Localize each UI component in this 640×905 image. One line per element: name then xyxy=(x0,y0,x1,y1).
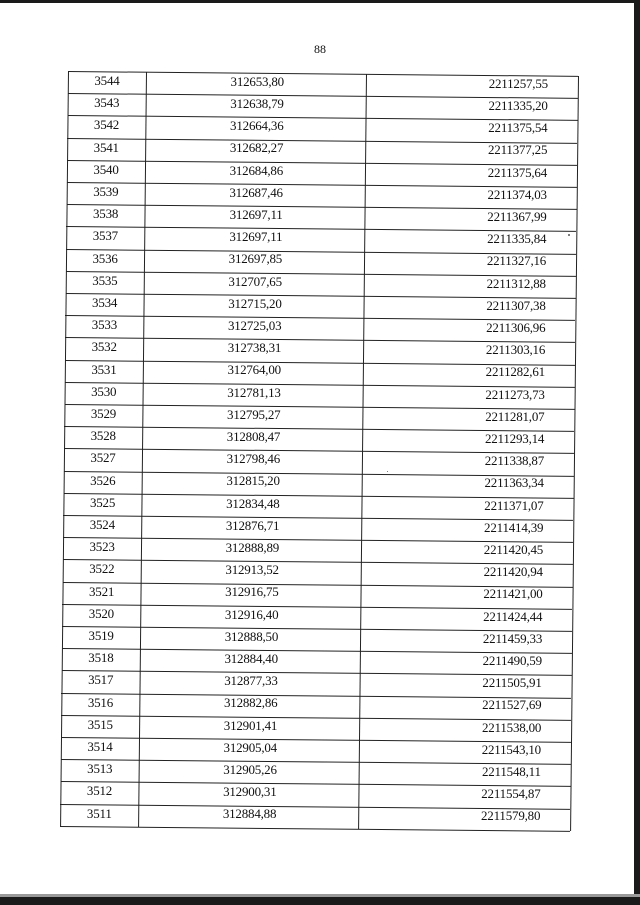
table-cell-x-coordinate: 312798,46 xyxy=(226,451,281,467)
table-cell-y-coordinate: 2211257,55 xyxy=(488,75,548,91)
table-cell-x-coordinate: 312888,89 xyxy=(225,539,280,555)
table-cell-y-coordinate: 2211375,54 xyxy=(488,120,548,136)
table-cell-point-number: 3512 xyxy=(86,783,113,799)
table-cell-point-number: 3524 xyxy=(89,517,115,533)
table-cell-y-coordinate: 2211420,45 xyxy=(483,542,544,558)
table-cell-y-coordinate: 2211554,87 xyxy=(481,786,541,802)
table-cell-y-coordinate: 2211420,94 xyxy=(483,564,543,580)
table-cell-point-number: 3515 xyxy=(87,716,113,732)
table-cell-x-coordinate: 312916,40 xyxy=(224,606,279,622)
table-cell-y-coordinate: 2211282,61 xyxy=(485,364,545,380)
table-cell-point-number: 3530 xyxy=(91,383,117,399)
table-cell-point-number: 3511 xyxy=(86,805,112,821)
table-cell-point-number: 3541 xyxy=(93,139,119,155)
table-cell-point-number: 3523 xyxy=(89,539,115,555)
table-cell-point-number: 3514 xyxy=(87,739,113,755)
table-cell-x-coordinate: 312653,80 xyxy=(230,73,284,89)
table-cell-x-coordinate: 312725,03 xyxy=(227,317,282,333)
table-cell-x-coordinate: 312913,52 xyxy=(225,562,279,578)
table-cell-point-number: 3518 xyxy=(88,650,114,666)
table-cell-x-coordinate: 312697,11 xyxy=(229,229,283,245)
table-cell-y-coordinate: 2211306,96 xyxy=(486,320,546,336)
table-cell-y-coordinate: 2211367,99 xyxy=(487,209,547,225)
table-cell-x-coordinate: 312905,04 xyxy=(223,739,277,755)
table-cell-x-coordinate: 312905,26 xyxy=(223,761,277,777)
table-cell-point-number: 3526 xyxy=(90,472,116,488)
table-cell-x-coordinate: 312882,86 xyxy=(223,695,278,711)
table-cell-point-number: 3521 xyxy=(89,583,115,599)
table-cell-x-coordinate: 312900,31 xyxy=(223,784,277,800)
table-cell-x-coordinate: 312901,41 xyxy=(223,717,278,733)
table-cell-point-number: 3520 xyxy=(88,605,114,621)
table-cell-x-coordinate: 312687,46 xyxy=(229,184,283,200)
table-cell-y-coordinate: 2211335,20 xyxy=(488,98,548,114)
table-cell-y-coordinate: 2211543,10 xyxy=(481,741,541,757)
table-cell-point-number: 3535 xyxy=(92,272,118,288)
table-cell-y-coordinate: 2211335,84 xyxy=(487,231,547,247)
table-cell-y-coordinate: 2211273,73 xyxy=(485,386,545,402)
table-cell-point-number: 3543 xyxy=(94,95,120,111)
table-cell-x-coordinate: 312808,47 xyxy=(226,428,281,444)
table-cell-y-coordinate: 2211490,59 xyxy=(482,653,542,669)
table-cell-y-coordinate: 2211377,25 xyxy=(487,142,548,158)
table-cell-point-number: 3534 xyxy=(92,295,118,311)
table-cell-x-coordinate: 312884,88 xyxy=(222,806,277,822)
scan-speck xyxy=(387,471,388,472)
table-cell-point-number: 3537 xyxy=(92,228,118,244)
table-cell-x-coordinate: 312664,36 xyxy=(230,118,284,134)
table-cell-point-number: 3531 xyxy=(91,361,117,377)
table-cell-y-coordinate: 2211374,03 xyxy=(487,186,547,202)
table-cell-y-coordinate: 2211421,00 xyxy=(483,586,543,602)
table-cell-x-coordinate: 312877,33 xyxy=(224,673,278,689)
table-cell-x-coordinate: 312684,86 xyxy=(229,162,284,178)
scan-speck xyxy=(568,234,570,236)
table-cell-x-coordinate: 312764,00 xyxy=(227,362,281,378)
table-cell-point-number: 3538 xyxy=(92,206,119,222)
table-cell-y-coordinate: 2211371,07 xyxy=(484,497,544,513)
table-cell-point-number: 3522 xyxy=(89,561,115,577)
table-cell-y-coordinate: 2211312,88 xyxy=(486,275,546,291)
table-cell-y-coordinate: 2211293,14 xyxy=(484,431,545,447)
table-cell-y-coordinate: 2211307,38 xyxy=(486,297,546,313)
table-cell-x-coordinate: 312682,27 xyxy=(229,140,284,156)
table-cell-point-number: 3513 xyxy=(87,761,113,777)
table-cell-point-number: 3529 xyxy=(90,406,117,422)
table-cell-y-coordinate: 2211424,44 xyxy=(483,608,543,624)
table-cell-y-coordinate: 2211338,87 xyxy=(484,453,545,469)
table-cell-y-coordinate: 2211548,11 xyxy=(481,764,541,780)
table-cell-x-coordinate: 312876,71 xyxy=(225,517,280,533)
table-cell-y-coordinate: 2211527,69 xyxy=(482,697,542,713)
table-cell-y-coordinate: 2211579,80 xyxy=(481,808,541,824)
table-row-divider xyxy=(60,826,570,832)
table-cell-x-coordinate: 312781,13 xyxy=(227,384,281,400)
table-cell-x-coordinate: 312884,40 xyxy=(224,650,278,666)
table-cell-point-number: 3540 xyxy=(93,161,119,177)
table-cell-x-coordinate: 312815,20 xyxy=(226,473,280,489)
table-cell-point-number: 3533 xyxy=(91,317,117,333)
table-cell-y-coordinate: 2211505,91 xyxy=(482,675,542,691)
table-cell-y-coordinate: 2211538,00 xyxy=(481,719,542,735)
table-cell-point-number: 3527 xyxy=(90,450,116,466)
table-cell-y-coordinate: 2211281,07 xyxy=(485,408,545,424)
table-cell-x-coordinate: 312795,27 xyxy=(227,406,281,422)
table-cell-point-number: 3542 xyxy=(93,117,120,133)
table-cell-y-coordinate: 2211375,64 xyxy=(487,164,548,180)
table-cell-y-coordinate: 2211414,39 xyxy=(484,519,544,535)
table-cell-y-coordinate: 2211459,33 xyxy=(482,630,543,646)
table-cell-x-coordinate: 312834,48 xyxy=(226,495,280,511)
table-cell-y-coordinate: 2211363,34 xyxy=(484,475,544,491)
table-cell-x-coordinate: 312738,31 xyxy=(227,340,282,356)
table-cell-y-coordinate: 2211327,16 xyxy=(486,253,547,269)
table-cell-point-number: 3519 xyxy=(88,628,114,644)
table-cell-point-number: 3532 xyxy=(91,339,117,355)
table-cell-y-coordinate: 2211303,16 xyxy=(485,342,546,358)
table-cell-point-number: 3517 xyxy=(88,672,114,688)
table-cell-point-number: 3528 xyxy=(90,428,116,444)
table-cell-x-coordinate: 312916,75 xyxy=(225,584,279,600)
table-cell-point-number: 3536 xyxy=(92,250,118,266)
table-cell-x-coordinate: 312697,11 xyxy=(229,206,283,222)
table-cell-point-number: 3516 xyxy=(87,694,114,710)
table-cell-x-coordinate: 312888,50 xyxy=(224,628,279,644)
table-cell-point-number: 3539 xyxy=(93,184,119,200)
page-number: 88 xyxy=(314,42,326,56)
table-cell-x-coordinate: 312707,65 xyxy=(228,273,282,289)
table-cell-point-number: 3544 xyxy=(94,73,120,89)
table-cell-point-number: 3525 xyxy=(89,494,116,510)
table-cell-x-coordinate: 312715,20 xyxy=(228,295,282,311)
table-cell-x-coordinate: 312638,79 xyxy=(230,95,284,111)
table-cell-x-coordinate: 312697,85 xyxy=(228,251,283,267)
